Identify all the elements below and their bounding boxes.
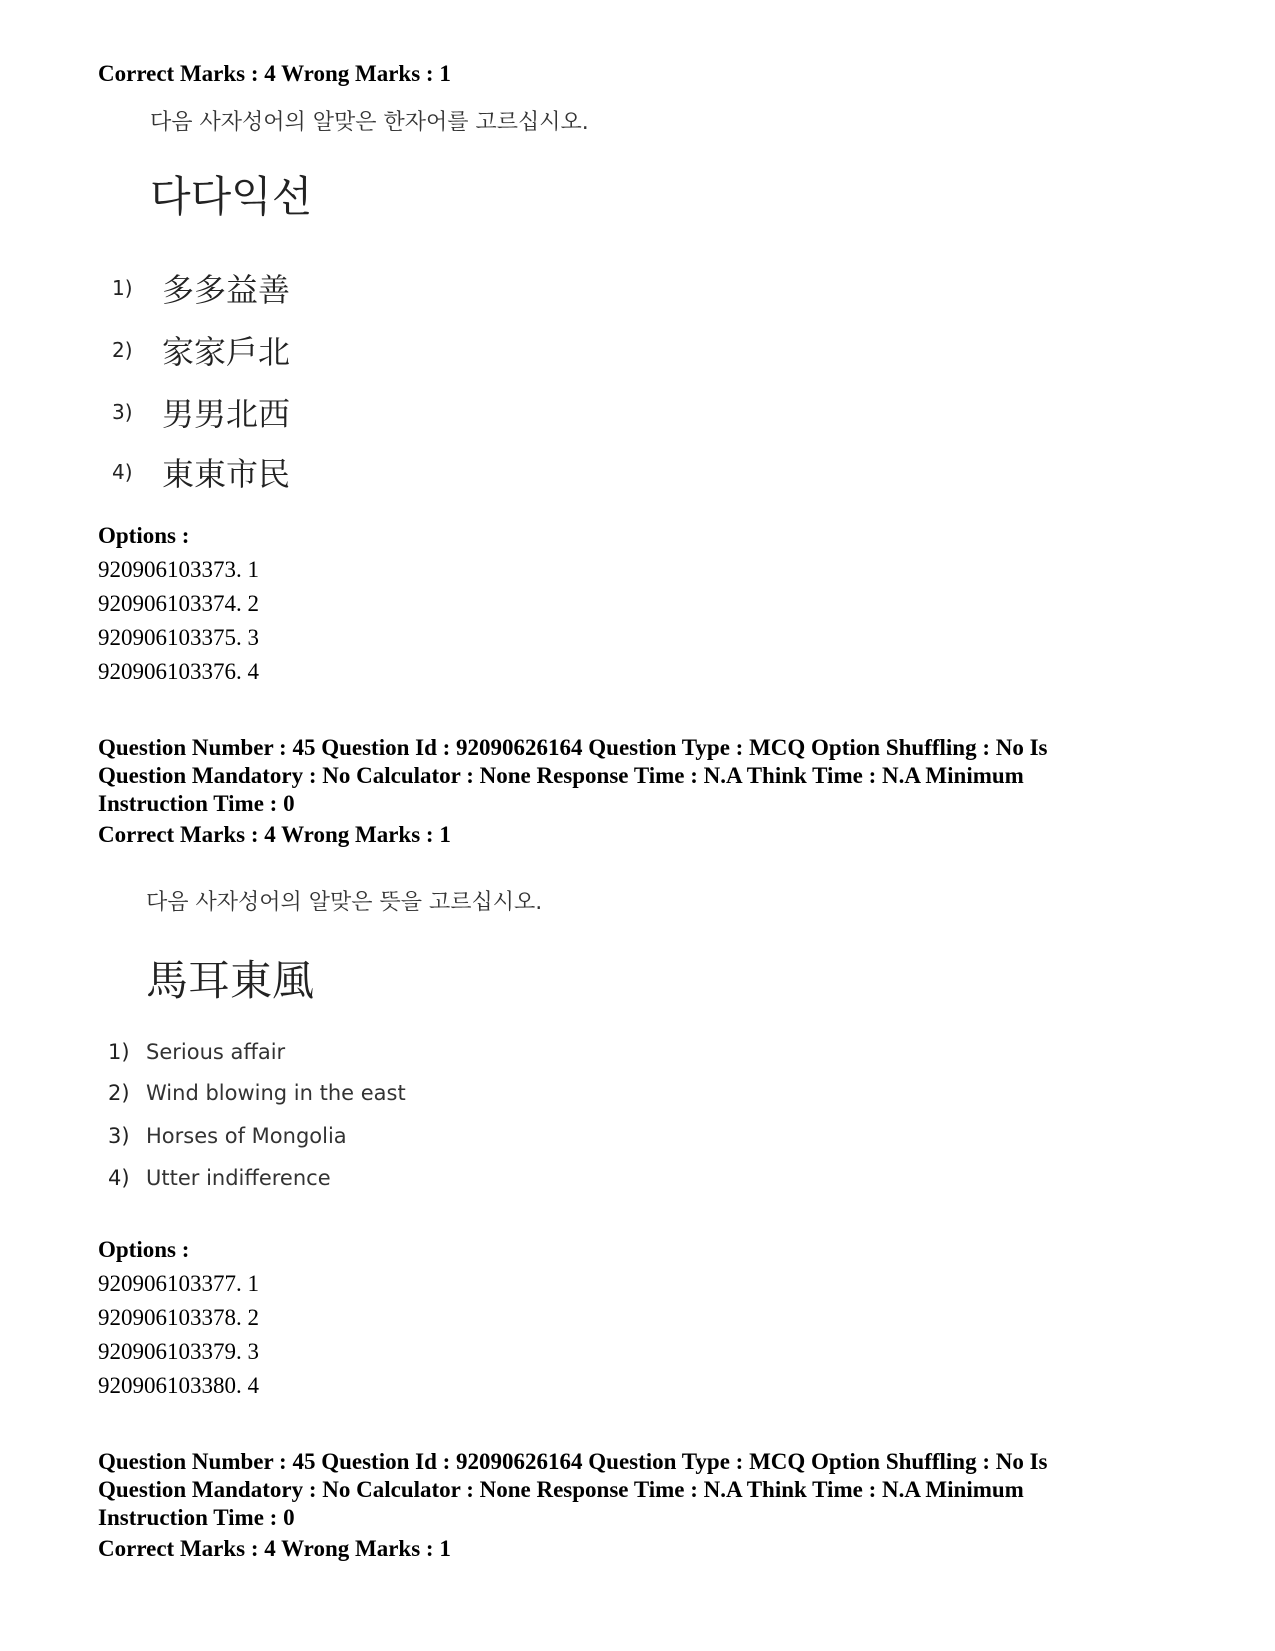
- options-label: Options :: [98, 523, 190, 548]
- meta-line: Question Number : 45 Question Id : 92090626164 Question Type : MCQ Option Shuffling : No Is: [98, 1449, 1048, 1474]
- choice-number: 3): [108, 1124, 130, 1148]
- choice-text: Horses of Mongolia: [146, 1124, 347, 1148]
- option-line: 920906103373. 1: [98, 557, 259, 582]
- choice-1: [112, 265, 290, 311]
- question-idiom: 다다익선: [150, 172, 313, 221]
- options-label: Options :: [98, 1237, 190, 1262]
- option-line: 920906103376. 4: [98, 659, 259, 684]
- question-meta: [98, 1448, 1188, 1532]
- choice-number: 4): [112, 460, 133, 484]
- marks-line: Correct Marks : 4 Wrong Marks : 1: [98, 822, 451, 847]
- question-instruction: 다음 사자성어의 알맞은 한자어를 고르십시오.: [150, 110, 589, 135]
- choice-number: 2): [112, 338, 133, 362]
- choice-2: [108, 1081, 406, 1105]
- choice-number: 2): [108, 1081, 130, 1105]
- option-line: 920906103380. 4: [98, 1373, 259, 1398]
- choice-number: 1): [112, 276, 133, 300]
- choice-3: [108, 1124, 347, 1148]
- choice-text: Serious affair: [146, 1040, 286, 1064]
- question-instruction: 다음 사자성어의 알맞은 뜻을 고르십시오.: [146, 890, 543, 915]
- choice-2: [112, 327, 290, 373]
- choice-text: Utter indifference: [146, 1166, 331, 1190]
- choice-text: 男男北西: [162, 395, 291, 433]
- choice-text: Wind blowing in the east: [146, 1081, 406, 1105]
- option-line: 920906103375. 3: [98, 625, 259, 650]
- option-line: 920906103377. 1: [98, 1271, 259, 1296]
- meta-line: Instruction Time : 0: [98, 1505, 295, 1530]
- choice-number: 1): [108, 1040, 130, 1064]
- choice-text: 家家戶北: [162, 333, 291, 371]
- option-line: 920906103378. 2: [98, 1305, 259, 1330]
- choice-4: [112, 449, 290, 495]
- choice-number: 4): [108, 1166, 130, 1190]
- choice-1: [108, 1040, 285, 1064]
- option-line: 920906103374. 2: [98, 591, 259, 616]
- choice-text: 東東市民: [162, 455, 291, 493]
- meta-line: Question Mandatory : No Calculator : None Response Time : N.A Think Time : N.A Minimum: [98, 1477, 1024, 1502]
- question-idiom: 馬耳東風: [146, 956, 315, 1005]
- choice-text: 多多益善: [162, 271, 291, 309]
- meta-line: Question Number : 45 Question Id : 92090626164 Question Type : MCQ Option Shuffling : No Is: [98, 735, 1048, 760]
- marks-line: Correct Marks : 4 Wrong Marks : 1: [98, 61, 451, 86]
- option-line: 920906103379. 3: [98, 1339, 259, 1364]
- meta-line: Question Mandatory : No Calculator : None Response Time : N.A Think Time : N.A Minimum: [98, 763, 1024, 788]
- choice-3: [112, 389, 290, 435]
- choice-number: 3): [112, 400, 133, 424]
- question-meta: [98, 734, 1188, 818]
- choice-4: [108, 1166, 331, 1190]
- meta-line: Instruction Time : 0: [98, 791, 295, 816]
- marks-line: Correct Marks : 4 Wrong Marks : 1: [98, 1536, 451, 1561]
